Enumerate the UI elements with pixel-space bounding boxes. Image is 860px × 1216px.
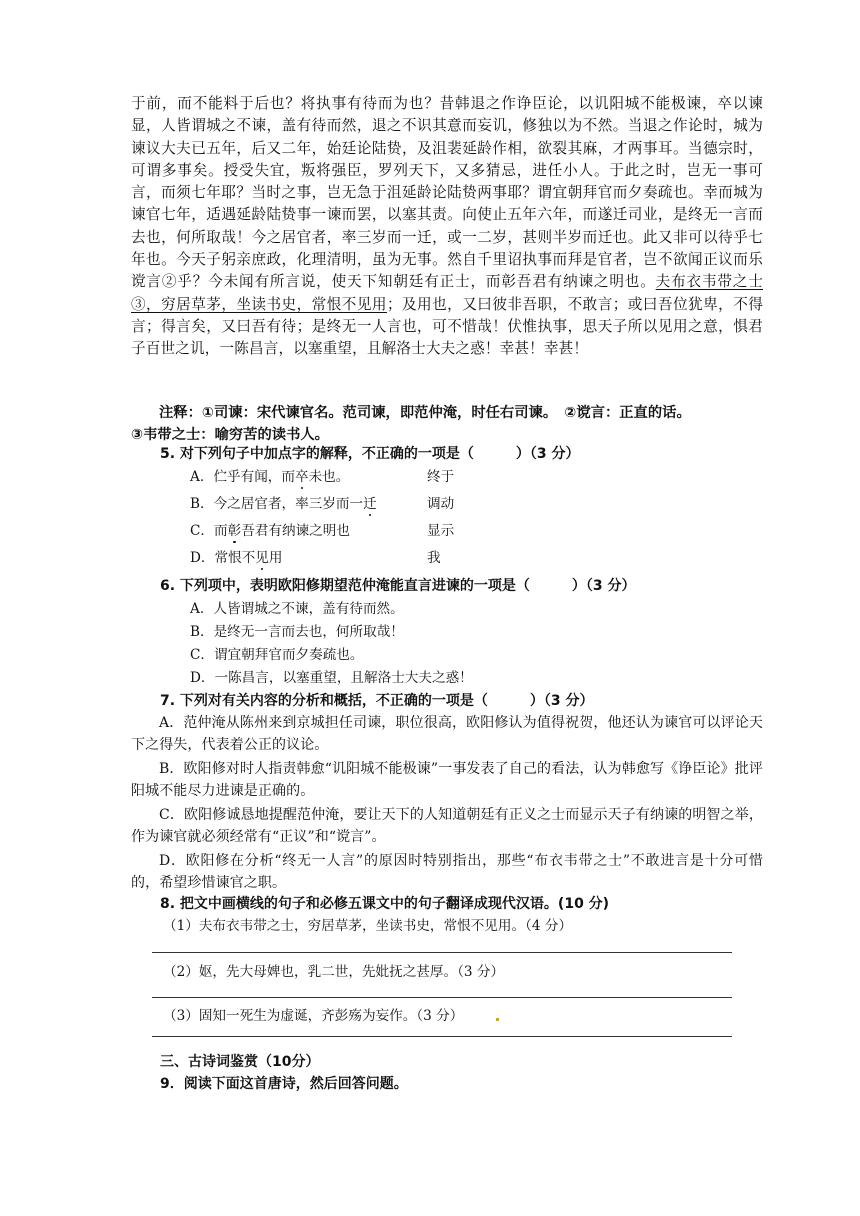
question-8-stem: 8. 把文中画横线的句子和必修五课文中的句子翻译成现代汉语。(10 分) [160, 896, 610, 912]
q7-option-c: C．欧阳修诚恳地提醒范仲淹，要让天下的人知道朝廷有正义之士而显示天子有纳谏的明智之举，作为谏官就必须经常有“正议”和“谠言”。 [131, 807, 763, 845]
q5-option-c: C．而彰吾君有纳谏之明也 显示 [190, 523, 455, 539]
dotted-char: 迁 [363, 496, 377, 512]
classical-passage [131, 93, 763, 361]
q6-option-a: A．人皆谓城之不谏，盖有待而然。 [190, 601, 404, 617]
passage-text-before: 于前，而不能料于后也？将执事有待而为也？昔韩退之作诤臣论，以讥阳城不能极谏，卒以谏显，人皆谓城之不谏，盖有待而然，退之不识其意而妄讥，修独以为不然。当退之作论时，城为谏议大夫已五年，后又二年，始廷论陆贽，及沮裴延龄作相，欲裂其麻，才两事耳。当德宗时，可谓多事矣。授受失宜，叛将强臣，罗列天下，又多猜忌，进任小人。于此之时，岂无一事可言，而须七年耶？当时之事，岂无急于沮延龄论陆贽两事耶？谓宜朝拜官而夕奏疏也。幸而城为谏官七年，适遇延龄陆贽事一谏而罢，以塞其责。向使止五年六年，而遂迁司业，是终无一言而去也，何所取哉！今之居官者，率三岁而一迁，或一二岁，甚则半岁而迁也。此又非可以待乎七年也。今天子躬亲庶政，化理清明，虽为无事。然自千里诏执事而拜是官者，岂不欲闻正议而乐谠言②乎？今未闻有所言说，使天下知朝廷有正士，而彰吾君有纳谏之明也。 [131, 95, 763, 291]
note-line-1: 注释：①司谏：宋代谏官名。范司谏，即范仲淹，时任右司谏。 ②谠言：正直的话。 [159, 405, 691, 421]
answer-line-2[interactable] [152, 997, 732, 998]
q8-item-2: （2）妪，先大母婢也，乳二世，先妣抚之甚厚。（3 分） [163, 964, 505, 980]
q8-item-1: （1）夫布衣韦带之士，穷居草茅，坐读书史，常恨不见用。（4 分） [163, 918, 573, 934]
question-5-stem: 5. 对下列句子中加点字的解释，不正确的一项是（ ）（3 分） [160, 446, 580, 462]
question-7-stem: 7. 下列对有关内容的分析和概括，不正确的一项是（ ）（3 分） [160, 693, 594, 709]
section-3-title: 三、古诗词鉴赏（10分） [160, 1054, 320, 1070]
q5-option-d: D．常恨不见用 我 [190, 550, 441, 566]
q5-option-d-meaning: 我 [427, 550, 441, 566]
q5-option-b: B．今之居官者，率三岁而一迁 调动 [190, 496, 455, 512]
q5-option-a-meaning: 终于 [427, 469, 455, 485]
dotted-char: 见 [255, 550, 269, 566]
underlined-sentence: 夫布衣韦带之士③，穷居草茅，坐读书史，常恨不见用 [131, 273, 763, 313]
q7-option-d: D．欧阳修在分析“终无一人言”的原因时特别指出，那些“布衣韦带之士”不敢进言是十分可惜的，希望珍惜谏官之职。 [131, 853, 763, 891]
q7-option-a: A．范仲淹从陈州来到京城担任司谏，职位很高，欧阳修认为值得祝贺，他还认为谏官可以评论天下之得失，代表着公正的议论。 [131, 715, 763, 753]
q6-option-c: C．谓宜朝拜官而夕奏疏也。 [190, 647, 364, 663]
q6-option-b: B．是终无一言而去也，何所取哉！ [190, 624, 404, 640]
passage-text-after: ；及用也，又曰彼非吾职，不敢言；或曰吾位犹卑，不得言；得言矣，又曰吾有待；是终无一人言也，可不惜哉！伏惟执事，思天子所以见用之意，惧君子百世之讥，一陈昌言，以塞重望，且解洛士大夫之惑！幸甚！幸甚！ [131, 295, 763, 358]
q8-item-3: （3）固知一死生为虚诞，齐彭殇为妄作。（3 分） [163, 1008, 464, 1024]
q6-option-d: D．一陈昌言，以塞重望，且解洛士大夫之惑！ [190, 670, 473, 686]
q7-option-b: B．欧阳修对时人指责韩愈“讥阳城不能极谏”一事发表了自己的看法，认为韩愈写《诤臣论》批评阳城不能尽力进谏是正确的。 [131, 761, 763, 799]
answer-line-1[interactable] [152, 952, 732, 953]
dotted-char: 卒 [294, 469, 309, 485]
answer-line-3[interactable] [152, 1036, 732, 1037]
q5-option-a: A．伫乎有闻，而卒未也。 终于 [190, 469, 455, 485]
q5-option-b-meaning: 调动 [427, 496, 455, 512]
annotation-notes [131, 402, 771, 446]
question-6-stem: 6. 下列项中，表明欧阳修期望范仲淹能直言进谏的一项是（ ）（3 分） [160, 578, 636, 594]
dotted-char: 彰 [227, 523, 242, 539]
print-speck [496, 1018, 499, 1021]
note-line-2: ③韦带之士：喻穷苦的读书人。 [131, 427, 329, 443]
question-9-stem: 9．阅读下面这首唐诗，然后回答问题。 [160, 1076, 408, 1092]
q5-option-c-meaning: 显示 [427, 523, 455, 539]
